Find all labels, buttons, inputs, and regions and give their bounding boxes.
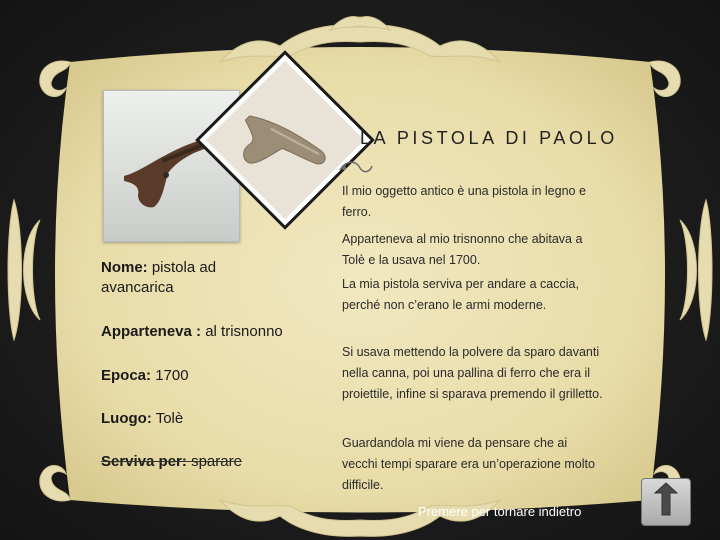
paragraph-reflection: Guardandola mi viene da pensare che ai vecchi tempi sparare era un’operazione molto difficile. bbox=[342, 436, 595, 492]
flourish-icon bbox=[336, 158, 376, 178]
return-arrow-icon bbox=[642, 479, 690, 525]
info-nome-value: pistola ad avancarica bbox=[101, 259, 217, 296]
slide-title: LA PISTOLA DI PAOLO bbox=[360, 128, 618, 148]
info-epoca-value: 1700 bbox=[155, 367, 189, 384]
paragraph-usage: La mia pistola serviva per andare a caccia, perché non c’erano le armi moderne. bbox=[342, 277, 579, 312]
info-serviva-label: Serviva per: bbox=[101, 453, 187, 470]
info-luogo-label: Luogo: bbox=[101, 410, 152, 427]
info-appartiene bbox=[101, 322, 283, 342]
back-button[interactable] bbox=[641, 478, 691, 526]
paragraph-owner: Apparteneva al mio trisnonno che abitava a Tolè e la usava nel 1700. bbox=[342, 232, 583, 267]
info-luogo-value: Tolè bbox=[155, 410, 184, 427]
info-appartiene-label: Apparteneva : bbox=[101, 323, 202, 340]
paragraph-loading: Si usava mettendo la polvere da sparo davanti nella canna, poi una pallina di ferro che era il proiettile, infine si sparava premendo il grilletto. bbox=[342, 345, 603, 401]
info-epoca-label: Epoca: bbox=[101, 367, 152, 384]
info-serviva bbox=[101, 452, 242, 472]
back-instruction: Premere per tornare indietro bbox=[418, 504, 582, 519]
info-serviva-value: sparare bbox=[191, 453, 242, 470]
info-nome-label: Nome: bbox=[101, 259, 148, 276]
info-appartiene-value: al trisnonno bbox=[205, 323, 283, 340]
paragraph-material: Il mio oggetto antico è una pistola in legno e ferro. bbox=[342, 184, 586, 219]
info-luogo bbox=[101, 409, 183, 429]
info-nome bbox=[101, 258, 281, 298]
info-epoca bbox=[101, 366, 189, 386]
pistol-image-rotated bbox=[210, 70, 350, 240]
